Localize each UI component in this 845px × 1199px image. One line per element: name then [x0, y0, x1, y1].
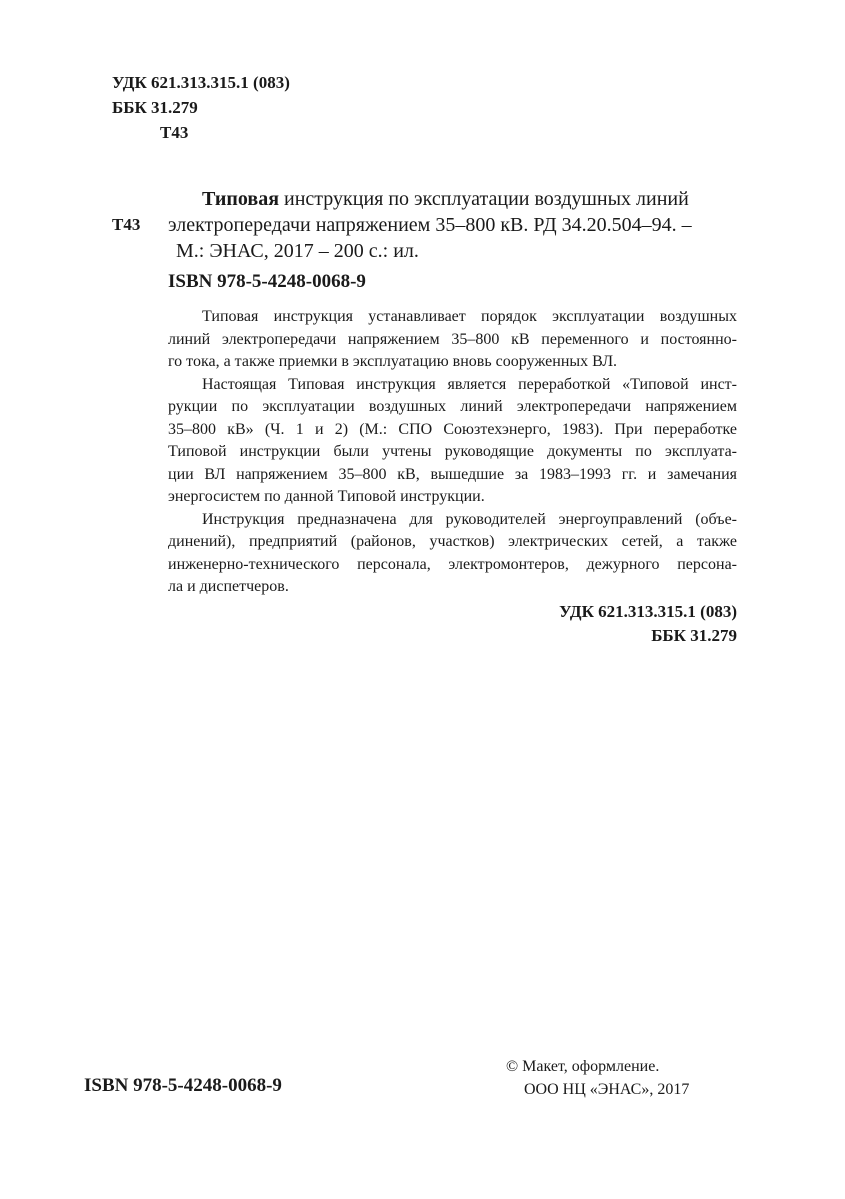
title-line-3: М.: ЭНАС, 2017 – 200 с.: ил. [176, 240, 419, 262]
abstract-line: ции ВЛ напряжением 35–800 кВ, вышедшие за 1983–1993 гг. и замечания [168, 465, 737, 483]
abstract-line: рукции по эксплуатации воздушных линий электропередачи напряжением [168, 398, 737, 415]
author-mark-top: Т43 [160, 123, 189, 142]
abstract-line: динений), предприятий (районов, участков) электрических сетей, а также [168, 533, 737, 550]
copyright-line-2: ООО НЦ «ЭНАС», 2017 [524, 1081, 690, 1098]
abstract-line: Настоящая Типовая инструкция является переработкой «Типовой инст- [202, 375, 737, 393]
abstract-line: ла и диспетчеров. [168, 578, 289, 595]
udk-code-bottom: УДК 621.313.315.1 (083) [559, 602, 737, 621]
abstract-paragraph-2 [168, 374, 737, 509]
abstract-line: го тока, а также приемки в эксплуатацию вновь сооруженных ВЛ. [168, 353, 618, 370]
title-line-1 [202, 186, 689, 212]
abstract-line: энергосистем по данной Типовой инструкции. [168, 488, 485, 505]
bbk-code-bottom: ББК 31.279 [651, 626, 737, 645]
abstract [168, 306, 737, 599]
abstract-line: Инструкция предназначена для руководителей энергоуправлений (объе- [202, 510, 737, 528]
isbn-main: ISBN 978-5-4248-0068-9 [168, 271, 366, 292]
title-bold: Типовая [202, 188, 280, 210]
title-line-2: электропередачи напряжением 35–800 кВ. РД 34.20.504–94. – [168, 214, 692, 236]
abstract-line: Типовая инструкция устанавливает порядок эксплуатации воздушных [202, 308, 737, 325]
abstract-line: 35–800 кВ» (Ч. 1 и 2) (М.: СПО Союзтехэнерго, 1983). При переработке [168, 420, 737, 438]
title-rest: инструкция по эксплуатации воздушных линий [279, 188, 689, 210]
abstract-line: Типовой инструкции были учтены руководящие документы по эксплуата- [168, 443, 737, 460]
abstract-paragraph-1 [168, 306, 737, 374]
author-mark-side: Т43 [112, 215, 141, 234]
abstract-line: инженерно-технического персонала, электромонтеров, дежурного персона- [168, 555, 737, 573]
bbk-code-top: ББК 31.279 [112, 98, 198, 117]
isbn-footer: ISBN 978-5-4248-0068-9 [84, 1075, 282, 1096]
abstract-paragraph-3 [168, 509, 737, 599]
abstract-line: линий электропередачи напряжением 35–800 кВ переменного и постоянно- [168, 330, 737, 348]
udk-code-top: УДК 621.313.315.1 (083) [112, 73, 290, 92]
copyright-line-1: © Макет, оформление. [506, 1058, 660, 1075]
